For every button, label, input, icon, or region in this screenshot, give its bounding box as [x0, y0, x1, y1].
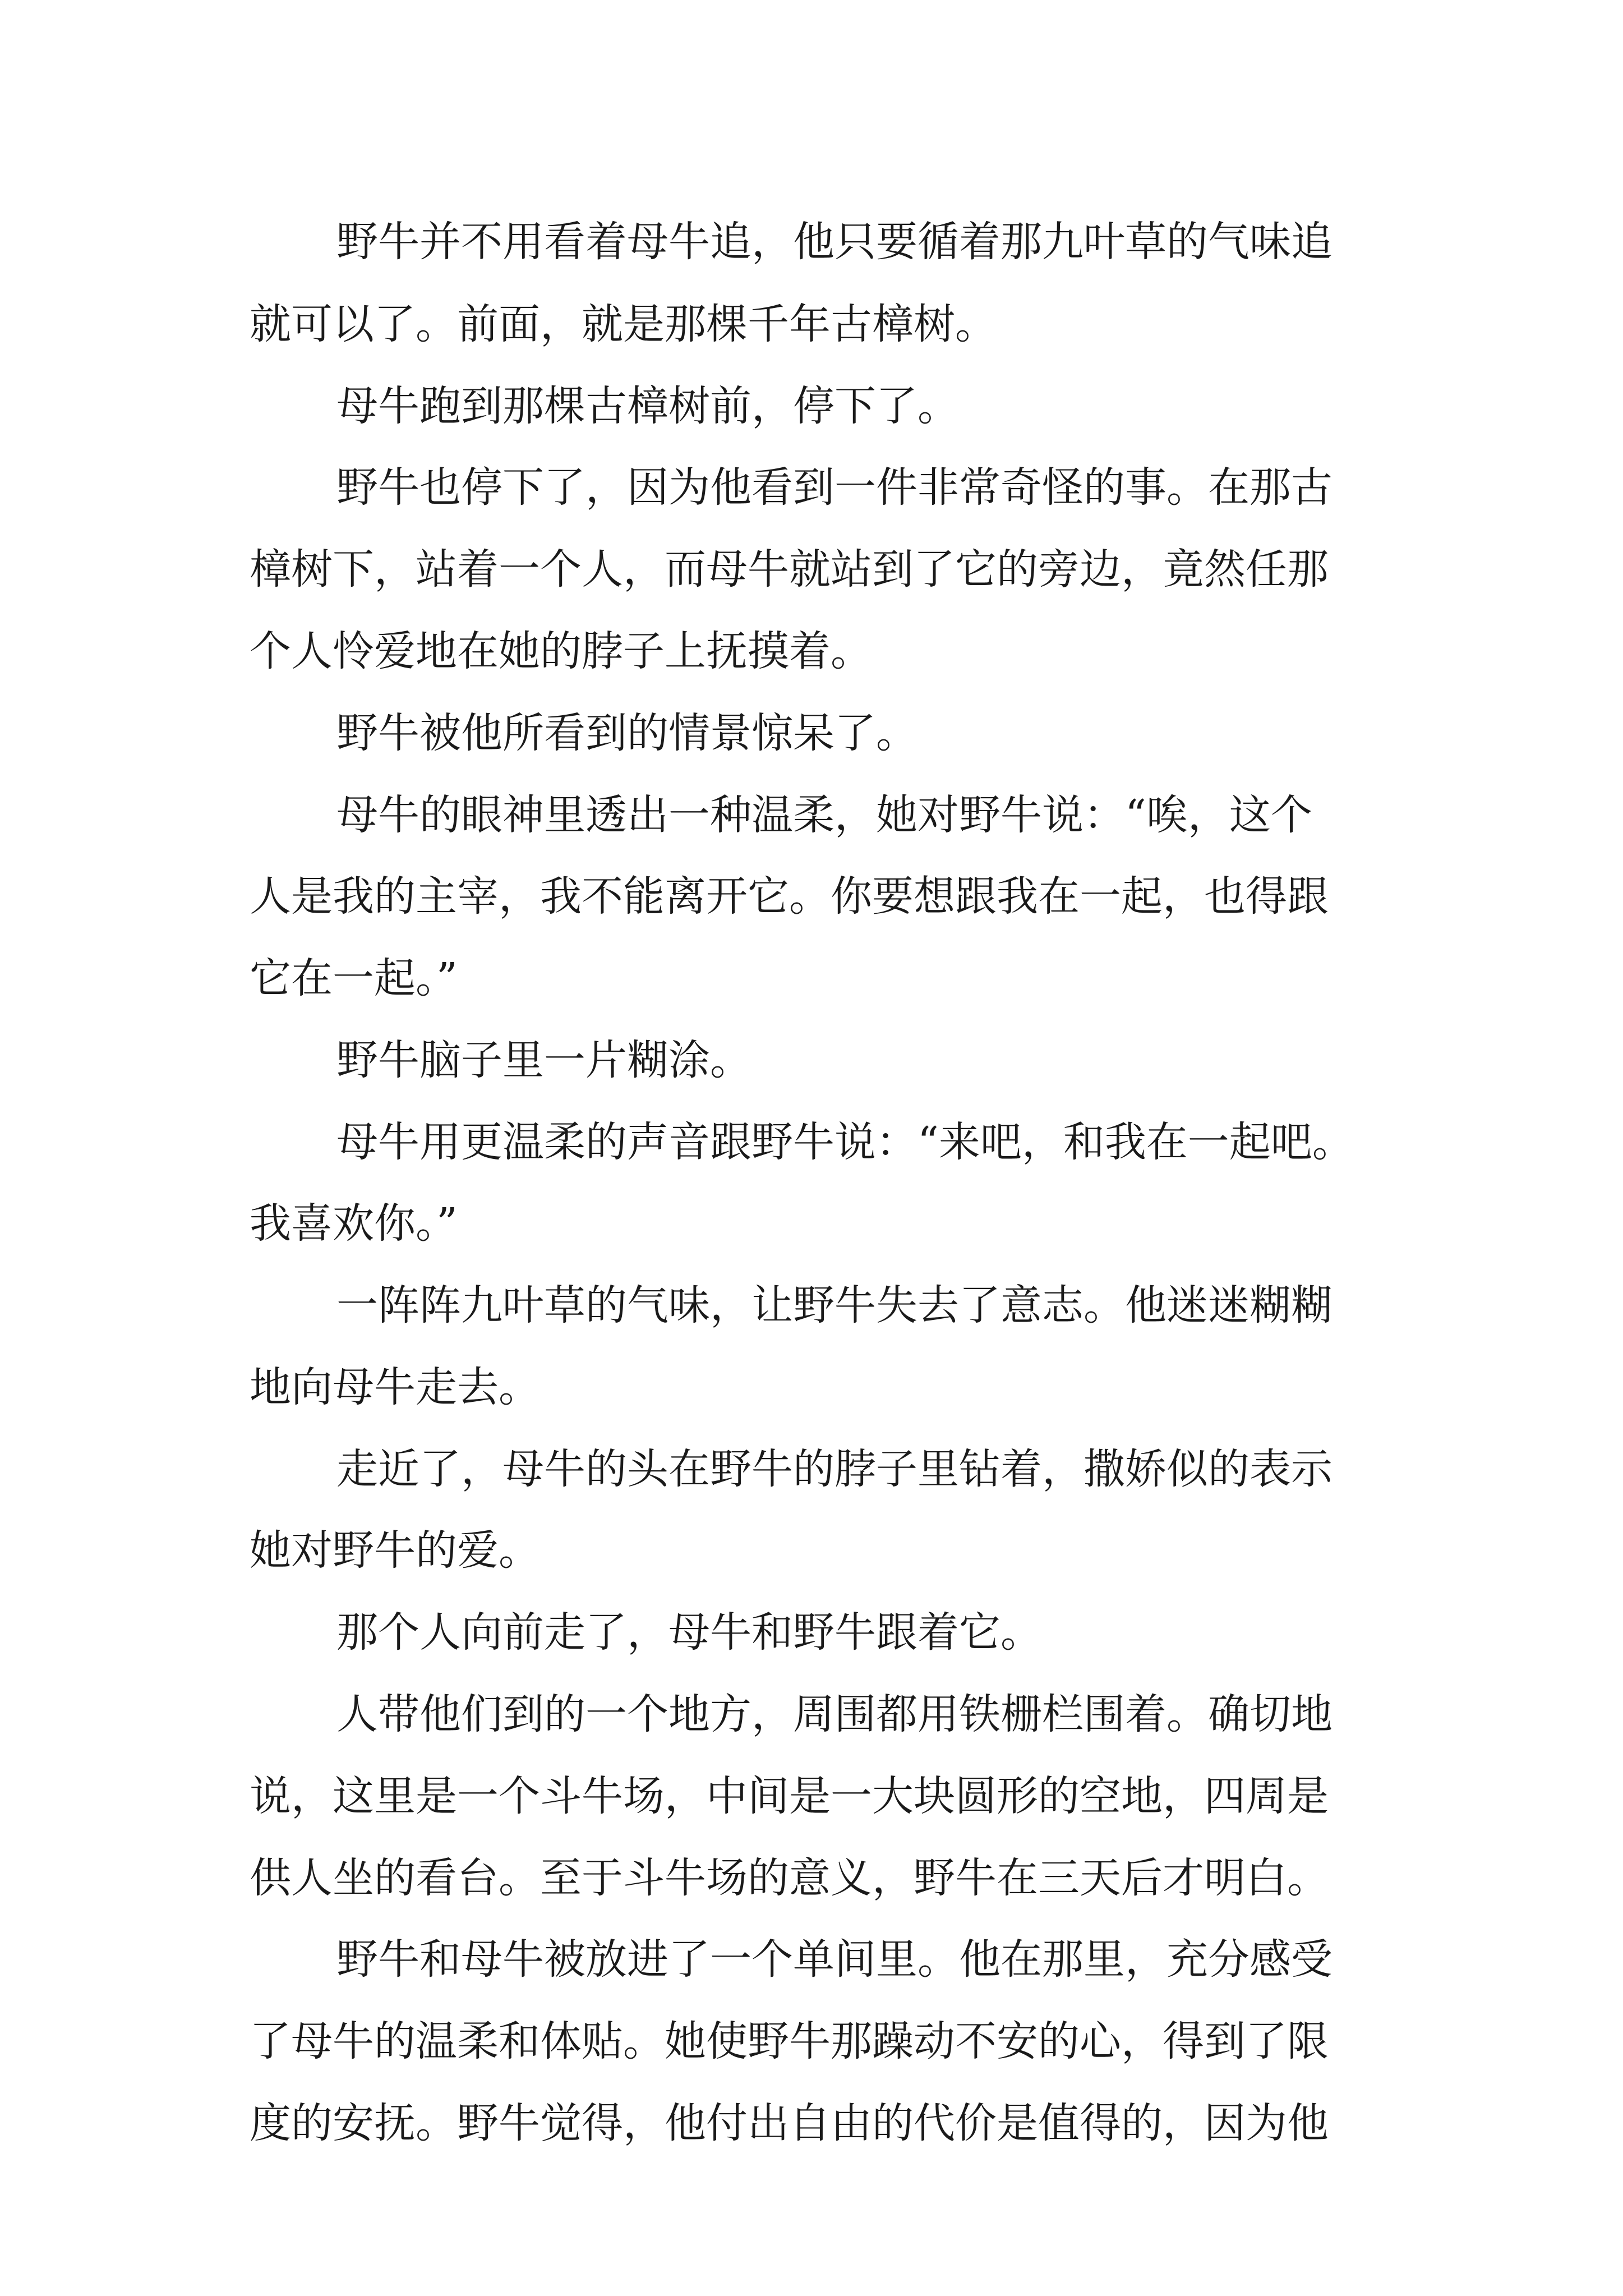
- text-line: 那个人向前走了，母牛和野牛跟着它。: [336, 1608, 1042, 1657]
- text-line: 一阵阵九叶草的气味，让野牛失去了意志。他迷迷糊糊: [336, 1281, 1332, 1329]
- text-line: 地向母牛走去。: [250, 1363, 540, 1411]
- text-line: 人带他们到的一个地方，周围都用铁栅栏围着。确切地: [336, 1690, 1332, 1738]
- text-line: 野牛和母牛被放进了一个单间里。他在那里，充分感受: [336, 1935, 1332, 1984]
- text-line: 母牛用更温柔的声音跟野牛说：“来吧，和我在一起吧。: [336, 1118, 1354, 1166]
- text-line: 樟树下，站着一个人，而母牛就站到了它的旁边，竟然任那: [250, 545, 1329, 593]
- text-line: 她对野牛的爱。: [250, 1526, 540, 1575]
- text-line: 供人坐的看台。至于斗牛场的意义，野牛在三天后才明白。: [250, 1854, 1329, 1902]
- text-line: 说，这里是一个斗牛场，中间是一大块圆形的空地，四周是: [250, 1772, 1329, 1820]
- text-line: 个人怜爱地在她的脖子上抚摸着。: [250, 627, 872, 675]
- text-line: 走近了，母牛的头在野牛的脖子里钻着，撒娇似的表示: [336, 1445, 1332, 1493]
- text-line: 了母牛的温柔和体贴。她使野牛那躁动不安的心，得到了限: [250, 2017, 1329, 2065]
- text-line: 它在一起。”: [250, 954, 458, 1002]
- text-line: 度的安抚。野牛觉得，他付出自由的代价是值得的，因为他: [250, 2099, 1329, 2147]
- text-line: 母牛的眼神里透出一种温柔，她对野牛说：“唉，这个: [336, 791, 1312, 839]
- text-line: 我喜欢你。”: [250, 1199, 458, 1248]
- text-line: 野牛脑子里一片糊涂。: [336, 1036, 751, 1084]
- text-line: 野牛也停下了，因为他看到一件非常奇怪的事。在那古: [336, 463, 1332, 512]
- text-line: 野牛被他所看到的情景惊呆了。: [336, 709, 917, 757]
- text-line: 野牛并不用看着母牛追，他只要循着那九叶草的气味追: [336, 218, 1332, 266]
- text-line: 人是我的主宰，我不能离开它。你要想跟我在一起，也得跟: [250, 872, 1329, 921]
- text-line: 母牛跑到那棵古樟树前，停下了。: [336, 382, 959, 430]
- text-line: 就可以了。前面，就是那棵千年古樟树。: [250, 300, 997, 348]
